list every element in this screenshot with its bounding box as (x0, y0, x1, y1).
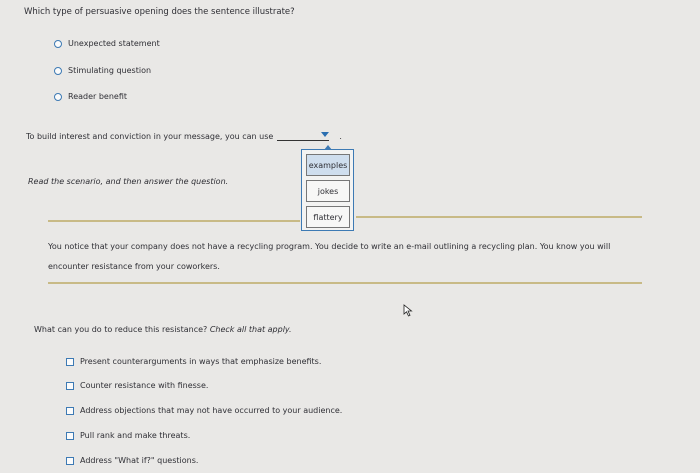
question-2-text: What can you do to reduce this resistance? (34, 325, 208, 334)
checkbox[interactable] (66, 382, 74, 390)
divider-bottom (48, 282, 642, 284)
radio-label: Reader benefit (68, 92, 128, 101)
radio-button[interactable] (54, 40, 62, 48)
checkbox-option-address-objections[interactable] (66, 406, 342, 415)
chevron-down-icon[interactable] (321, 132, 329, 137)
dropdown-option-examples[interactable]: examples (306, 154, 350, 176)
checkbox-label: Address "What if?" questions. (80, 456, 199, 465)
question-2-prompt (34, 325, 292, 334)
radio-button[interactable] (54, 93, 62, 101)
checkbox[interactable] (66, 407, 74, 415)
checkbox[interactable] (66, 457, 74, 465)
dropdown-option-jokes[interactable]: jokes (306, 180, 350, 202)
dropdown-option-flattery[interactable]: flattery (306, 206, 350, 228)
sentence-text: To build interest and conviction in your message, you can use (26, 132, 274, 141)
dropdown-menu[interactable] (301, 149, 354, 231)
radio-label: Unexpected statement (68, 39, 160, 48)
checkbox-option-finesse[interactable] (66, 381, 208, 390)
checkbox-option-pull-rank[interactable] (66, 431, 190, 440)
checkbox-label: Counter resistance with finesse. (80, 381, 209, 390)
dropdown-trigger[interactable] (277, 131, 329, 141)
checkbox-label: Present counterarguments in ways that emphasize benefits. (80, 357, 322, 366)
checkbox-label: Pull rank and make threats. (80, 431, 191, 440)
mouse-pointer-icon (403, 304, 413, 317)
question-2-instruction: Check all that apply. (209, 325, 292, 334)
divider-top-right (356, 216, 642, 218)
checkbox[interactable] (66, 358, 74, 366)
checkbox-option-counterarguments[interactable] (66, 357, 321, 366)
scenario-text: You notice that your company does not have a recycling program. You decide to write an e-mail outlining a recycling plan. You know you will encounter resistance from your coworkers. (48, 242, 611, 271)
checkbox-option-what-if[interactable] (66, 456, 198, 465)
question-1-prompt: Which type of persuasive opening does the sentence illustrate? (24, 7, 295, 17)
radio-label: Stimulating question (68, 66, 152, 75)
radio-option-reader-benefit[interactable] (54, 92, 127, 101)
checkbox[interactable] (66, 432, 74, 440)
sentence-punctuation: . (339, 132, 342, 141)
fill-in-sentence (26, 131, 342, 141)
radio-option-unexpected-statement[interactable] (54, 39, 160, 48)
radio-button[interactable] (54, 67, 62, 75)
scenario-intro: Read the scenario, and then answer the question. (28, 177, 229, 186)
dropdown-pointer (324, 145, 332, 150)
checkbox-label: Address objections that may not have occurred to your audience. (80, 406, 343, 415)
radio-option-stimulating-question[interactable] (54, 66, 151, 75)
divider-top-left (48, 220, 300, 222)
